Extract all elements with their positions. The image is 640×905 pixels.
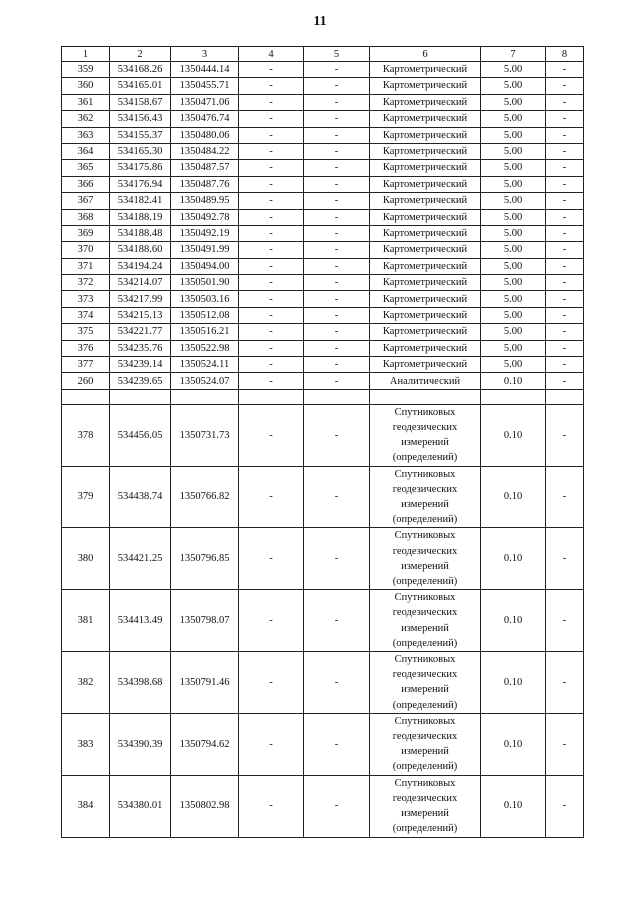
table-cell: 1350796.85 (171, 528, 239, 590)
table-cell: Картометрический (370, 111, 481, 127)
empty-row (62, 389, 584, 404)
table-cell: 5.00 (481, 94, 546, 110)
table-cell: 1350802.98 (171, 775, 239, 837)
table-cell: 534421.25 (110, 528, 171, 590)
table-cell: - (239, 62, 304, 78)
table-cell: - (304, 258, 370, 274)
table-cell: - (546, 62, 584, 78)
table-cell: Картометрический (370, 307, 481, 323)
table-cell: 372 (62, 275, 110, 291)
table-cell: - (239, 258, 304, 274)
table-cell: - (546, 404, 584, 466)
method-line: геодезических (392, 422, 458, 434)
table-cell: - (546, 94, 584, 110)
table-cell: 381 (62, 590, 110, 652)
empty-cell (481, 389, 546, 404)
table-cell: 5.00 (481, 340, 546, 356)
table-cell: Картометрический (370, 176, 481, 192)
empty-cell (370, 389, 481, 404)
table-cell: - (304, 373, 370, 389)
table-cell: 534165.30 (110, 143, 171, 159)
table-cell: 5.00 (481, 225, 546, 241)
table-cell: 534380.01 (110, 775, 171, 837)
table-cell: - (546, 340, 584, 356)
table-cell: 1350731.73 (171, 404, 239, 466)
table-cell: 367 (62, 193, 110, 209)
empty-cell (62, 389, 110, 404)
table-cell: 5.00 (481, 324, 546, 340)
table-row (62, 111, 584, 127)
method-line: геодезических (392, 731, 458, 743)
table-cell: - (546, 160, 584, 176)
table-cell: Картометрический (370, 340, 481, 356)
method-cell (370, 713, 481, 775)
table-cell: Картометрический (370, 357, 481, 373)
table-cell: - (304, 775, 370, 837)
table-cell: - (239, 209, 304, 225)
table-cell: - (546, 78, 584, 94)
table-cell: 384 (62, 775, 110, 837)
table-cell: - (239, 590, 304, 652)
table-cell: 5.00 (481, 209, 546, 225)
table-cell: - (304, 324, 370, 340)
method-line: измерений (401, 746, 449, 758)
table-cell: - (546, 111, 584, 127)
table-cell: 5.00 (481, 62, 546, 78)
table-row (62, 143, 584, 159)
method-line: геодезических (392, 607, 458, 619)
method-line: Спутниковых (394, 654, 456, 666)
table-cell: - (546, 143, 584, 159)
table-row (62, 713, 584, 775)
table-cell: - (546, 528, 584, 590)
table-cell: - (304, 111, 370, 127)
coordinates-table (61, 46, 584, 838)
table-cell: 534194.24 (110, 258, 171, 274)
table-cell: - (304, 242, 370, 258)
method-cell (370, 775, 481, 837)
method-line: Спутниковых (394, 530, 456, 542)
table-cell: 1350455.71 (171, 78, 239, 94)
table-cell: 0.10 (481, 713, 546, 775)
column-header: 3 (171, 47, 239, 62)
table-cell: 0.10 (481, 590, 546, 652)
table-cell: 1350766.82 (171, 466, 239, 528)
table-cell: Картометрический (370, 242, 481, 258)
table-cell: - (239, 225, 304, 241)
table-cell: 5.00 (481, 291, 546, 307)
table-cell: 0.10 (481, 775, 546, 837)
table-cell: 534438.74 (110, 466, 171, 528)
table-cell: 370 (62, 242, 110, 258)
table-cell: 534168.26 (110, 62, 171, 78)
empty-cell (239, 389, 304, 404)
table-cell: Картометрический (370, 225, 481, 241)
table-cell: 5.00 (481, 111, 546, 127)
table-cell: 534176.94 (110, 176, 171, 192)
method-line: (определений) (392, 637, 458, 649)
table-cell: 5.00 (481, 143, 546, 159)
table-cell: - (239, 324, 304, 340)
table-cell: - (239, 193, 304, 209)
empty-cell (110, 389, 171, 404)
table-row (62, 78, 584, 94)
table-cell: 534390.39 (110, 713, 171, 775)
table-row (62, 209, 584, 225)
table-cell: Картометрический (370, 291, 481, 307)
table-cell: Картометрический (370, 143, 481, 159)
table-cell: 362 (62, 111, 110, 127)
table-cell: - (546, 258, 584, 274)
table-row (62, 62, 584, 78)
table-cell: 1350492.78 (171, 209, 239, 225)
table-row (62, 357, 584, 373)
method-line: (определений) (392, 761, 458, 773)
table-cell: 1350524.11 (171, 357, 239, 373)
table-row (62, 373, 584, 389)
table-cell: - (304, 143, 370, 159)
table-cell: 534155.37 (110, 127, 171, 143)
table-cell: - (304, 275, 370, 291)
table-cell: 1350484.22 (171, 143, 239, 159)
table-cell: 378 (62, 404, 110, 466)
table-cell: - (304, 225, 370, 241)
table-cell: - (304, 62, 370, 78)
table-cell: - (304, 528, 370, 590)
table-cell: 383 (62, 713, 110, 775)
table-cell: 1350476.74 (171, 111, 239, 127)
table-cell: 1350791.46 (171, 652, 239, 714)
table-cell: 0.10 (481, 404, 546, 466)
table-cell: - (239, 307, 304, 323)
table-cell: 371 (62, 258, 110, 274)
method-cell (370, 652, 481, 714)
method-line: геодезических (392, 483, 458, 495)
table-cell: - (239, 94, 304, 110)
table-cell: 1350444.14 (171, 62, 239, 78)
column-header: 1 (62, 47, 110, 62)
table-cell: - (546, 466, 584, 528)
empty-cell (171, 389, 239, 404)
table-cell: - (304, 209, 370, 225)
table-cell: 5.00 (481, 275, 546, 291)
method-line: измерений (401, 684, 449, 696)
table-cell: 534188.60 (110, 242, 171, 258)
table-cell: 1350492.19 (171, 225, 239, 241)
table-cell: 0.10 (481, 373, 546, 389)
table-cell: 1350794.62 (171, 713, 239, 775)
table-cell: - (304, 652, 370, 714)
table-cell: - (546, 242, 584, 258)
method-line: измерений (401, 437, 449, 449)
table-cell: 382 (62, 652, 110, 714)
table-cell: 361 (62, 94, 110, 110)
method-line: (определений) (392, 452, 458, 464)
table-cell: - (239, 111, 304, 127)
table-cell: 534188.48 (110, 225, 171, 241)
table-cell: 1350516.21 (171, 324, 239, 340)
table-cell: - (239, 127, 304, 143)
table-cell: - (239, 357, 304, 373)
empty-cell (304, 389, 370, 404)
table-cell: Картометрический (370, 94, 481, 110)
method-line: Спутниковых (394, 592, 456, 604)
method-cell (370, 590, 481, 652)
table-cell: 534175.86 (110, 160, 171, 176)
table-cell: 376 (62, 340, 110, 356)
table-cell: 363 (62, 127, 110, 143)
table-cell: 5.00 (481, 357, 546, 373)
table-cell: - (304, 94, 370, 110)
table-cell: 534214.07 (110, 275, 171, 291)
table-cell: 534456.05 (110, 404, 171, 466)
table-cell: - (546, 307, 584, 323)
method-line: измерений (401, 622, 449, 634)
table-cell: 1350494.00 (171, 258, 239, 274)
table-cell: Картометрический (370, 193, 481, 209)
table-cell: - (239, 291, 304, 307)
method-cell (370, 528, 481, 590)
table-row (62, 590, 584, 652)
table-cell: 260 (62, 373, 110, 389)
table-cell: 0.10 (481, 466, 546, 528)
table-cell: 534182.41 (110, 193, 171, 209)
table-cell: 1350501.90 (171, 275, 239, 291)
table-cell: - (546, 176, 584, 192)
table-cell: 534156.43 (110, 111, 171, 127)
method-cell (370, 466, 481, 528)
table-cell: - (546, 324, 584, 340)
table-cell: 374 (62, 307, 110, 323)
table-cell: - (239, 242, 304, 258)
table-row (62, 258, 584, 274)
table-cell: 5.00 (481, 193, 546, 209)
table-cell: - (239, 713, 304, 775)
table-cell: - (304, 193, 370, 209)
table-cell: - (304, 340, 370, 356)
method-line: Спутниковых (394, 715, 456, 727)
table-cell: 365 (62, 160, 110, 176)
table-cell: 373 (62, 291, 110, 307)
table-cell: - (546, 590, 584, 652)
table-cell: - (304, 713, 370, 775)
method-line: (определений) (392, 699, 458, 711)
table-cell: Картометрический (370, 78, 481, 94)
table-cell: 534239.65 (110, 373, 171, 389)
table-row (62, 193, 584, 209)
table-cell: - (304, 307, 370, 323)
table-cell: 359 (62, 62, 110, 78)
column-header: 7 (481, 47, 546, 62)
table-cell: - (239, 775, 304, 837)
table-row (62, 160, 584, 176)
table-cell: - (239, 404, 304, 466)
method-line: (определений) (392, 576, 458, 588)
table-cell: 0.10 (481, 652, 546, 714)
table-cell: 534158.67 (110, 94, 171, 110)
table-row (62, 176, 584, 192)
header-row (62, 47, 584, 62)
table-cell: - (546, 775, 584, 837)
table-row (62, 528, 584, 590)
table-cell: - (304, 78, 370, 94)
table-row (62, 275, 584, 291)
method-line: геодезических (392, 545, 458, 557)
table-cell: Картометрический (370, 209, 481, 225)
table-row (62, 307, 584, 323)
table-cell: 5.00 (481, 258, 546, 274)
page-number: 11 (313, 14, 327, 29)
table-cell: 5.00 (481, 242, 546, 258)
table-cell: 1350512.08 (171, 307, 239, 323)
table-cell: - (239, 466, 304, 528)
table-cell: Аналитический (370, 373, 481, 389)
table-cell: 360 (62, 78, 110, 94)
table-cell: - (239, 176, 304, 192)
table-cell: - (304, 127, 370, 143)
table-row (62, 225, 584, 241)
table-cell: 1350522.98 (171, 340, 239, 356)
table-row (62, 466, 584, 528)
column-header: 2 (110, 47, 171, 62)
table-row (62, 94, 584, 110)
table-row (62, 324, 584, 340)
table-cell: 379 (62, 466, 110, 528)
table-cell: 1350503.16 (171, 291, 239, 307)
table-row (62, 652, 584, 714)
table-cell: 368 (62, 209, 110, 225)
table-cell: - (546, 127, 584, 143)
column-header: 5 (304, 47, 370, 62)
table-cell: 534165.01 (110, 78, 171, 94)
table-cell: - (239, 160, 304, 176)
table-row (62, 242, 584, 258)
table-row (62, 775, 584, 837)
table-cell: - (546, 193, 584, 209)
table-cell: 1350491.99 (171, 242, 239, 258)
table-cell: - (239, 528, 304, 590)
table-cell: - (239, 78, 304, 94)
column-header: 8 (546, 47, 584, 62)
table-cell: - (304, 404, 370, 466)
table-cell: - (304, 291, 370, 307)
table-cell: Картометрический (370, 324, 481, 340)
column-header: 4 (239, 47, 304, 62)
table-row (62, 291, 584, 307)
table-cell: 1350487.57 (171, 160, 239, 176)
table-cell: Картометрический (370, 62, 481, 78)
table-cell: 1350480.06 (171, 127, 239, 143)
table-cell: Картометрический (370, 258, 481, 274)
table-cell: - (304, 590, 370, 652)
table-cell: 377 (62, 357, 110, 373)
table-cell: - (546, 225, 584, 241)
table-cell: - (239, 143, 304, 159)
empty-cell (546, 389, 584, 404)
table-cell: 5.00 (481, 176, 546, 192)
table-cell: - (304, 357, 370, 373)
table-cell: 5.00 (481, 307, 546, 323)
table-cell: - (304, 466, 370, 528)
table-row (62, 404, 584, 466)
table-cell: 380 (62, 528, 110, 590)
table-cell: - (546, 291, 584, 307)
table-cell: 366 (62, 176, 110, 192)
table-cell: 534188.19 (110, 209, 171, 225)
table-cell: 375 (62, 324, 110, 340)
table-cell: - (546, 275, 584, 291)
table-cell: 5.00 (481, 127, 546, 143)
table-cell: - (546, 713, 584, 775)
table-cell: 5.00 (481, 78, 546, 94)
table-cell: - (239, 275, 304, 291)
table-cell: 1350524.07 (171, 373, 239, 389)
method-line: Спутниковых (394, 777, 456, 789)
method-line: Спутниковых (394, 468, 456, 480)
method-line: измерений (401, 499, 449, 511)
method-line: измерений (401, 560, 449, 572)
table-cell: - (304, 160, 370, 176)
table-cell: - (546, 652, 584, 714)
table-cell: 1350798.07 (171, 590, 239, 652)
table-cell: - (239, 373, 304, 389)
table-cell: 534413.49 (110, 590, 171, 652)
table-cell: - (546, 373, 584, 389)
table-cell: Картометрический (370, 275, 481, 291)
table-cell: Картометрический (370, 127, 481, 143)
method-cell (370, 404, 481, 466)
table-cell: - (546, 209, 584, 225)
method-line: Спутниковых (394, 406, 456, 418)
table-cell: 1350471.06 (171, 94, 239, 110)
table-cell: - (546, 357, 584, 373)
table-row (62, 127, 584, 143)
table-cell: 534221.77 (110, 324, 171, 340)
table-cell: 369 (62, 225, 110, 241)
method-line: геодезических (392, 792, 458, 804)
table-cell: - (304, 176, 370, 192)
table-cell: 534398.68 (110, 652, 171, 714)
method-line: геодезических (392, 669, 458, 681)
table-cell: 5.00 (481, 160, 546, 176)
table-row (62, 340, 584, 356)
table-cell: 1350487.76 (171, 176, 239, 192)
column-header: 6 (370, 47, 481, 62)
table-cell: 534217.99 (110, 291, 171, 307)
table-cell: Картометрический (370, 160, 481, 176)
method-line: (определений) (392, 514, 458, 526)
table-cell: 0.10 (481, 528, 546, 590)
table-cell: 534215.13 (110, 307, 171, 323)
table-cell: 364 (62, 143, 110, 159)
table-cell: 1350489.95 (171, 193, 239, 209)
table-cell: - (239, 340, 304, 356)
method-line: измерений (401, 808, 449, 820)
table-cell: 534239.14 (110, 357, 171, 373)
method-line: (определений) (392, 823, 458, 835)
table-cell: - (239, 652, 304, 714)
table-cell: 534235.76 (110, 340, 171, 356)
